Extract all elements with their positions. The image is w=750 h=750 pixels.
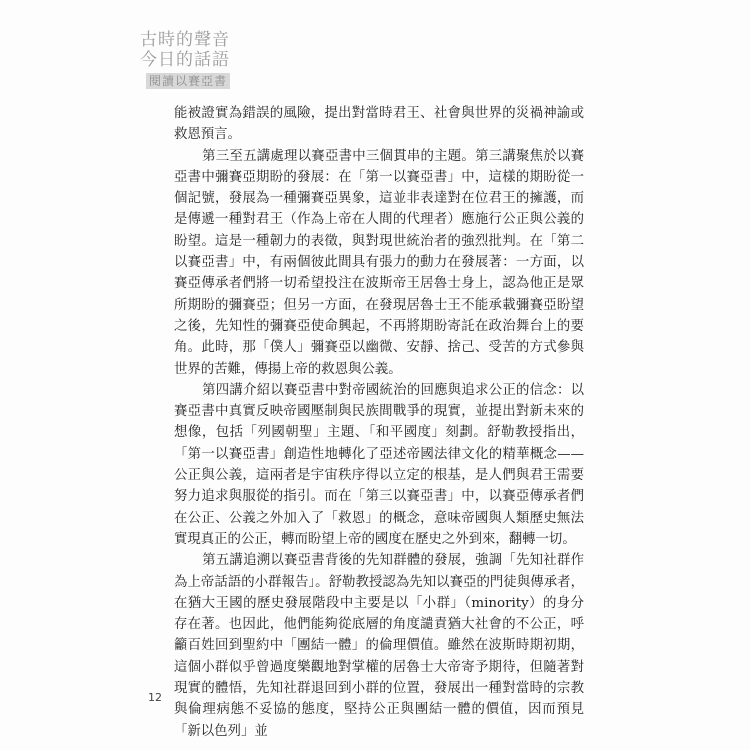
running-header xyxy=(132,30,230,89)
paragraph: 第五講追溯以賽亞書背後的先知群體的發展，強調「先知社群作為上帝話語的小群報告」。舒勒教授認為先知以賽亞的門徒與傳承者，在猶大王國的歷史發展階段中主要是以「小群」（minority）的身分存在著。也因此，他們能夠從底層的角度譴責猶大社會的不公正，呼籲百姓回到聖約中「團結一體」的倫理價值。雖然在波斯時期初期，這個小群似乎曾過度樂觀地對掌權的居魯士大帝寄予期待，但隨著對現實的體悟，先知社群退回到小群的位置，發展出一種對當時的宗教與倫理病態不妥協的態度，堅持公正與團結一體的價值，因而預見「新以色列」並 xyxy=(174,553,584,739)
page-number: 12 xyxy=(148,691,162,704)
body-text xyxy=(174,103,584,742)
header-title-line-2: 今日的話語 xyxy=(140,50,230,70)
header-title-line-1: 古時的聲音 xyxy=(140,30,230,50)
header-subtitle: 閱讀以賽亞書 xyxy=(146,73,230,89)
paragraph-continued: 能被證實為錯誤的風險，提出對當時君王、社會與世界的災禍神諭或救恩預言。 xyxy=(174,106,584,143)
paragraph: 第四講介紹以賽亞書中對帝國統治的回應與追求公正的信念：以賽亞書中真實反映帝國壓制與民族間戰爭的現實，並提出對新未來的想像，包括「列國朝聖」主題、「和平國度」刻劃。舒勒教授指出，「第一以賽亞書」創造性地轉化了亞述帝國法律文化的精華概念——公正與公義，這兩者是宇宙秩序得以立定的根基，是人們與君王需要努力追求與服從的指引。而在「第三以賽亞書」中，以賽亞傳承者們在公正、公義之外加入了「救恩」的概念，意味帝國與人類歷史無法實現真正的公正，轉而盼望上帝的國度在歷史之外到來，翻轉一切。 xyxy=(174,382,584,547)
paragraph: 第三至五講處理以賽亞書中三個貫串的主題。第三講聚焦於以賽亞書中彌賽亞期盼的發展：在「第一以賽亞書」中，這樣的期盼從一個記號，發展為一種彌賽亞異象，這並非表達對在位君王的擁護，而是傳遞一種對君王（作為上帝在人間的代理者）應施行公正與公義的盼望。這是一種韌力的表徵，與對現世統治者的強烈批判。在「第二以賽亞書」中，有兩個彼此間具有張力的動力在發展著：一方面，以賽亞傳承者們將一切希望投注在波斯帝王居魯士身上，認為他正是眾所期盼的彌賽亞；但另一方面，在發現居魯士王不能承載彌賽亞盼望之後，先知性的彌賽亞使命興起，不再將期盼寄託在政治舞台上的要角。此時，那「僕人」彌賽亞以幽微、安靜、捨己、受苦的方式參與世界的苦難，傳揚上帝的救恩與公義。 xyxy=(174,148,584,377)
